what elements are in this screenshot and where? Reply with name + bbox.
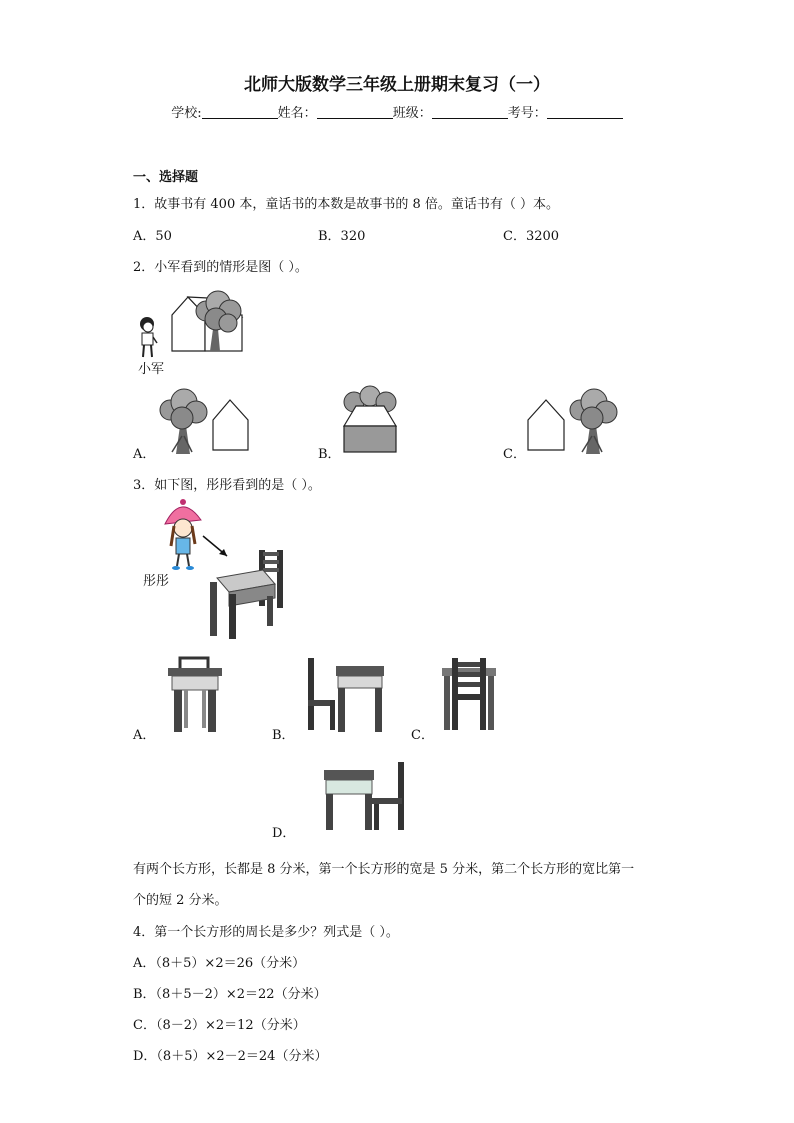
q1-option-b[interactable]: B．320 — [318, 229, 366, 244]
house-icon — [213, 400, 248, 450]
q2-option-c-figure[interactable] — [526, 388, 621, 456]
name-label: 姓名： — [277, 106, 317, 121]
q2-option-c[interactable]: C． — [503, 447, 526, 462]
boy-figure-icon — [140, 317, 157, 357]
q2-option-b[interactable]: B． — [318, 447, 341, 462]
class-blank[interactable] — [432, 104, 508, 119]
house-icon — [344, 426, 396, 452]
q3-stem: 3．如下图，彤彤看到的是（ ）。 — [133, 478, 321, 493]
q2-option-b-figure[interactable] — [340, 388, 400, 456]
q4-option-a[interactable]: A．（8＋5）×2＝26（分米） — [133, 956, 306, 971]
q2-option-a[interactable]: A． — [133, 447, 156, 462]
tree-icon — [160, 389, 207, 454]
q3-option-d-figure[interactable] — [322, 760, 406, 832]
page-title: 北师大版数学三年级上册期末复习（一） — [244, 75, 550, 95]
q2-stem: 2．小军看到的情形是图（ ）。 — [133, 260, 308, 275]
q3-option-b-figure[interactable] — [306, 656, 386, 734]
girl-figure-icon — [165, 499, 201, 570]
desk-chair-icon — [210, 550, 283, 639]
q2-person-label: 小军 — [138, 362, 165, 377]
section-heading: 一、选择题 — [133, 170, 199, 185]
passage-line-1: 有两个长方形，长都是 8 分米，第一个长方形的宽是 5 分米，第二个长方形的宽比第一 — [133, 862, 635, 877]
q4-option-b[interactable]: B．（8＋5－2）×2＝22（分米） — [133, 987, 327, 1002]
school-label: 学校: — [171, 106, 202, 121]
exam-no-blank[interactable] — [547, 104, 623, 119]
house-icon — [528, 400, 564, 450]
q4-stem: 4．第一个长方形的周长是多少？列式是（ ）。 — [133, 925, 399, 940]
q3-option-a-figure[interactable] — [166, 656, 224, 734]
q3-person-label: 彤彤 — [143, 574, 170, 589]
exam-no-label: 考号： — [507, 106, 547, 121]
q1-stem: 1．故事书有 400 本，童话书的本数是故事书的 8 倍。童话书有（ ）本。 — [133, 197, 560, 212]
q4-option-c[interactable]: C．（8－2）×2＝12（分米） — [133, 1018, 306, 1033]
name-blank[interactable] — [317, 104, 393, 119]
q3-scene-figure — [155, 498, 295, 640]
q1-option-c[interactable]: C．3200 — [503, 229, 560, 244]
q3-option-a[interactable]: A． — [133, 728, 156, 743]
school-blank[interactable] — [202, 104, 278, 119]
student-info-line — [0, 102, 794, 121]
passage-line-2: 个的短 2 分米。 — [133, 893, 228, 908]
q3-option-c[interactable]: C． — [411, 728, 434, 743]
q3-option-c-figure[interactable] — [440, 656, 498, 734]
q2-option-a-figure[interactable] — [158, 388, 253, 456]
tree-icon — [570, 389, 617, 454]
q3-option-d[interactable]: D． — [272, 826, 296, 841]
q3-option-b[interactable]: B． — [272, 728, 295, 743]
class-label: 班级： — [392, 106, 432, 121]
q4-option-d[interactable]: D．（8＋5）×2－2＝24（分米） — [133, 1049, 328, 1064]
q1-option-a[interactable]: A．50 — [133, 229, 172, 244]
